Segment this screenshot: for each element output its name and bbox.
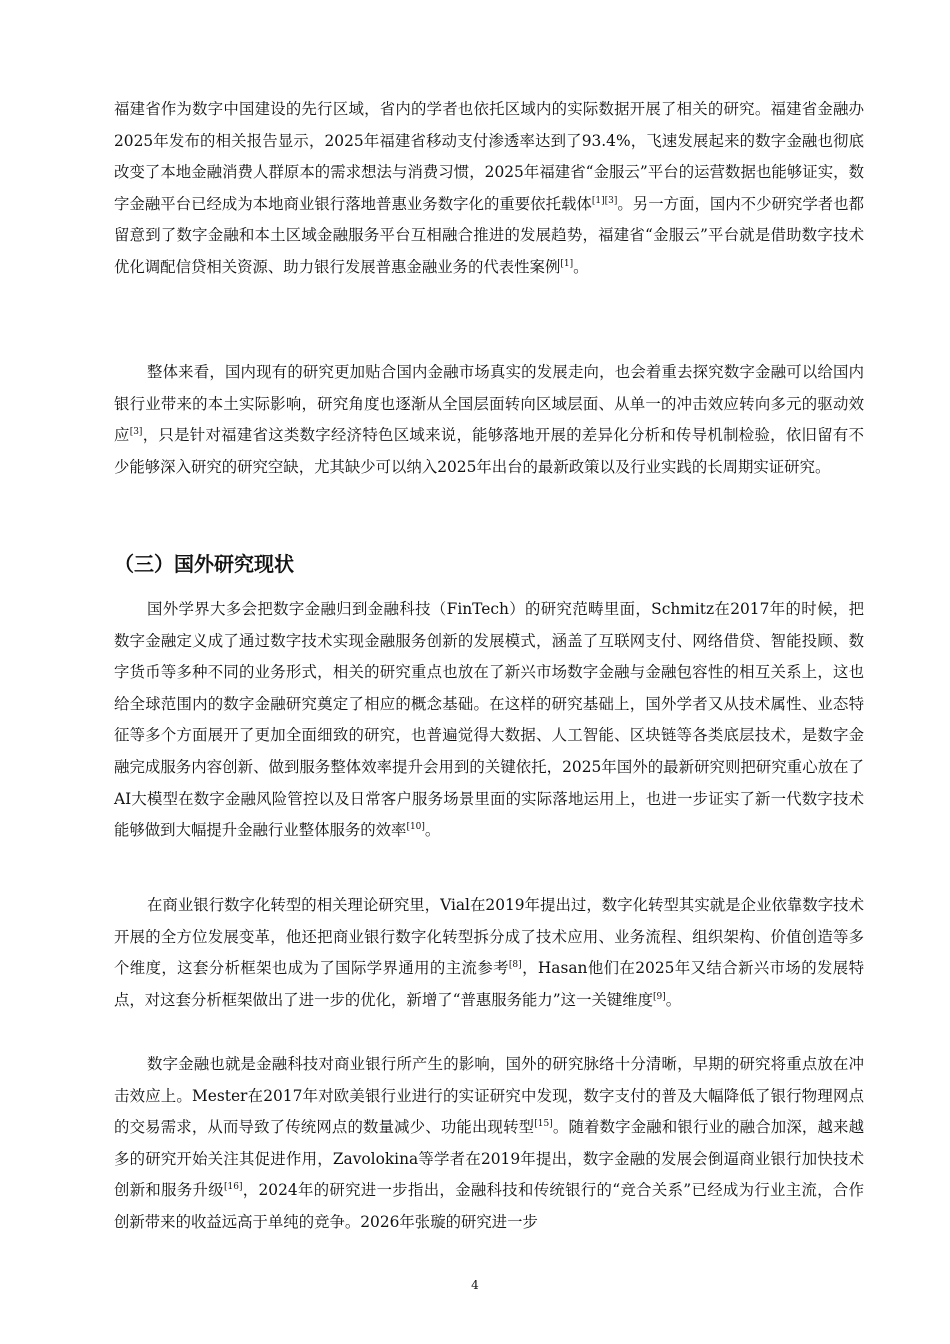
text-run: 在商业银行数字化转型的相关理论研究里，Vial在2019年提出过，数字化转型其实就是企业依靠数字技术开展的全方位发展变革，他还把商业银行数字化转型拆分成了技术应用、业务流程、组织架构、价值创造等多个维度，这套分析框架也成为了国际学界通用的主流参考	[114, 896, 864, 978]
citation-ref: [1][3]	[591, 195, 618, 206]
text-run: 福建省作为数字中国建设的先行区域，省内的学者也依托区域内的实际数据开展了相关的研究。福建省金融办2025年发布的相关报告显示，2025年福建省移动支付渗透率达到了93.4%，飞速发展起来的数字金融也彻底改变了本地金融消费人群原本的需求想法与消费习惯，2025年福建省“金服云”平台的运营数据也能够证实，数字金融平台已经成为本地商业银行落地普惠业务数字化的重要依托载体	[114, 100, 864, 213]
paragraph-fintech-impact	[114, 1049, 864, 1239]
text-run: 整体来看，国内现有的研究更加贴合国内金融市场真实的发展走向，也会着重去探究数字金融可以给国内银行业带来的本土实际影响，研究角度也逐渐从全国层面转向区域层面、从单一的冲击效应转向多元的驱动效应	[114, 363, 864, 445]
paragraph-domestic-summary	[114, 357, 864, 483]
text-run: 。随着数字金融和银行业的融合加深，越来越多的研究开始关注其促进作用，Zavolokina等学者在2019年提出，数字金融的发展会倒逼商业银行加快技术创新和服务升级	[114, 1118, 864, 1200]
text-run: ，Hasan他们在2025年又结合新兴市场的发展特点，对这套分析框架做出了进一步的优化，新增了“普惠服务能力”这一关键维度	[114, 959, 864, 1009]
page-number: 4	[471, 1278, 479, 1292]
paragraph-digital-transformation-theory	[114, 890, 864, 1016]
section-heading: （三）国外研究现状	[114, 552, 294, 576]
citation-ref: [3]	[129, 427, 143, 438]
paragraph-foreign-fintech	[114, 594, 864, 847]
citation-ref: [10]	[406, 822, 425, 833]
paragraph-fujian-research	[114, 94, 864, 284]
text-run: ，2024年的研究进一步指出，金融科技和传统银行的“竞合关系”已经成为行业主流，合作创新带来的收益远高于单纯的竞争。2026年张璇的研究进一步	[114, 1181, 864, 1231]
text-run: ，只是针对福建省这类数字经济特色区域来说，能够落地开展的差异化分析和传导机制检验，依旧留有不少能够深入研究的研究空缺，尤其缺少可以纳入2025年出台的最新政策以及行业实践的长周期实证研究。	[114, 426, 864, 476]
text-run: 数字金融也就是金融科技对商业银行所产生的影响，国外的研究脉络十分清晰，早期的研究将重点放在冲击效应上。Mester在2017年对欧美银行业进行的实证研究中发现，数字支付的普及大幅降低了银行物理网点的交易需求，从而导致了传统网点的数量减少、功能出现转型	[114, 1055, 864, 1137]
citation-ref: [1]	[560, 258, 574, 269]
citation-ref: [15]	[534, 1119, 553, 1130]
citation-ref: [8]	[508, 960, 522, 971]
text-run: 国外学界大多会把数字金融归到金融科技（FinTech）的研究范畴里面，Schmitz在2017年的时候，把数字金融定义成了通过数字技术实现金融服务创新的发展模式，涵盖了互联网支付、网络借贷、智能投顾、数字货币等多种不同的业务形式，相关的研究重点也放在了新兴市场数字金融与金融包容性的相互关系上，这也给全球范围内的数字金融研究奠定了相应的概念基础。在这样的研究基础上，国外学者又从技术属性、业态特征等多个方面展开了更加全面细致的研究，也普遍觉得大数据、人工智能、区块链等各类底层技术，是数字金融完成服务内容创新、做到服务整体效率提升会用到的关键依托，2025年国外的最新研究则把研究重心放在了AI大模型在数字金融风险管控以及日常客户服务场景里面的实际落地运用上，也进一步证实了新一代数字技术能够做到大幅提升金融行业整体服务的效率	[114, 600, 864, 840]
text-run: 。	[424, 821, 441, 840]
text-run: 。另一方面，国内不少研究学者也都留意到了数字金融和本土区域金融服务平台互相融合推进的发展趋势，福建省“金服云”平台就是借助数字技术优化调配信贷相关资源、助力银行发展普惠金融业务的代表性案例	[114, 194, 864, 276]
text-run: 。	[573, 257, 589, 276]
text-run: 。	[665, 990, 682, 1009]
citation-ref: [16]	[224, 1182, 243, 1193]
citation-ref: [9]	[653, 991, 666, 1002]
